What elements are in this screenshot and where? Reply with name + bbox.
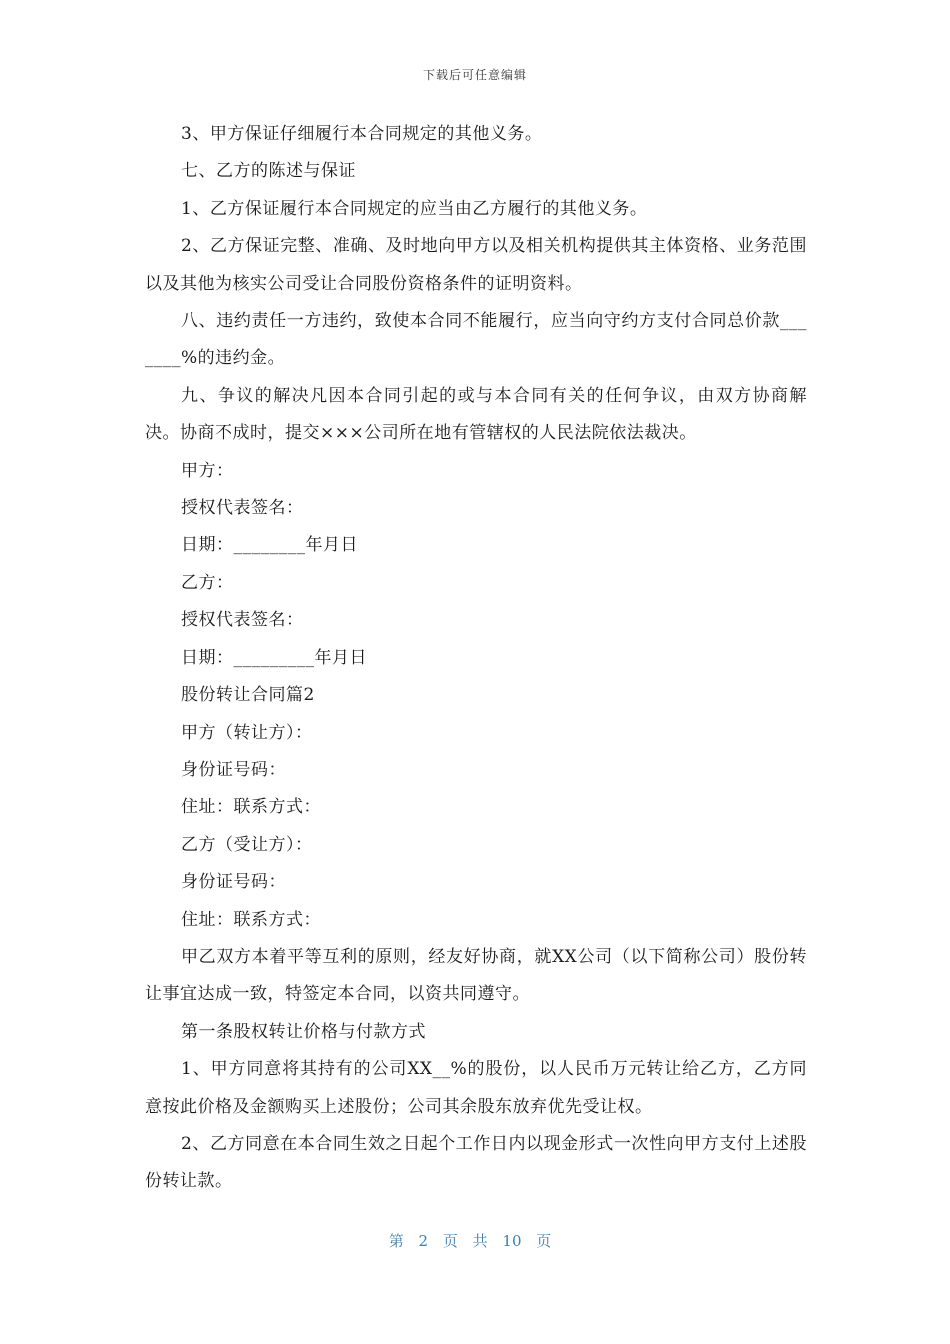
footer-page-label: 第 bbox=[388, 1232, 404, 1250]
paragraph: 1、甲方同意将其持有的公司XX__%的股份，以人民币万元转让给乙方，乙方同意按此价格及金额购买上述股份；公司其余股东放弃优先受让权。 bbox=[145, 1059, 807, 1117]
id-number-label: 身份证号码： bbox=[181, 872, 286, 893]
signature-representative: 授权代表签名： bbox=[181, 610, 304, 631]
id-number-label: 身份证号码： bbox=[181, 759, 286, 780]
footer-total-label: 共 bbox=[472, 1232, 488, 1250]
address-contact-label: 住址：联系方式： bbox=[181, 909, 321, 930]
page-footer bbox=[0, 1230, 950, 1251]
paragraph: 2、乙方同意在本合同生效之日起个工作日内以现金形式一次性向甲方支付上述股份转让款。 bbox=[145, 1133, 807, 1192]
footer-page-word: 页 bbox=[442, 1232, 458, 1250]
article-heading: 第一条股权转让价格与付款方式 bbox=[181, 1021, 426, 1042]
paragraph: 2、乙方保证完整、准确、及时地向甲方以及相关机构提供其主体资格、业务范围以及其他为核实公司受让合同股份资格条件的证明资料。 bbox=[145, 236, 807, 294]
section-heading: 七、乙方的陈述与保证 bbox=[181, 161, 356, 182]
footer-page-number: 2 bbox=[418, 1232, 429, 1250]
address-contact-label: 住址：联系方式： bbox=[181, 797, 321, 818]
signature-party-a: 甲方： bbox=[181, 460, 234, 481]
signature-date: 日期：________年月日 bbox=[181, 535, 358, 556]
signature-representative: 授权代表签名： bbox=[181, 498, 304, 519]
paragraph: 3、甲方保证仔细履行本合同规定的其他义务。 bbox=[181, 124, 543, 144]
header-note: 下载后可任意编辑 bbox=[422, 68, 527, 82]
paragraph: 1、乙方保证履行本合同规定的应当由乙方履行的其他义务。 bbox=[181, 198, 648, 219]
document-body bbox=[145, 116, 807, 1201]
footer-total-pages: 10 bbox=[502, 1232, 522, 1250]
party-b-label: 乙方（受让方）： bbox=[181, 834, 313, 855]
paragraph: 甲乙双方本着平等互利的原则，经友好协商，就XX公司（以下简称公司）股份转让事宜达成一致，特签定本合同，以资共同遵守。 bbox=[145, 946, 807, 1005]
party-a-label: 甲方（转让方）： bbox=[181, 722, 313, 743]
footer-total-word: 页 bbox=[536, 1232, 552, 1250]
contract-title: 股份转让合同篇2 bbox=[181, 685, 315, 706]
signature-party-b: 乙方： bbox=[181, 572, 234, 593]
signature-date: 日期：_________年月日 bbox=[181, 647, 367, 668]
paragraph: 八、违约责任一方违约，致使本合同不能履行，应当向守约方支付合同总价款_______%的违约金。 bbox=[145, 311, 807, 369]
paragraph: 九、争议的解决凡因本合同引起的或与本合同有关的任何争议，由双方协商解决。协商不成时，提交×××公司所在地有管辖权的人民法院依法裁决。 bbox=[145, 385, 807, 444]
